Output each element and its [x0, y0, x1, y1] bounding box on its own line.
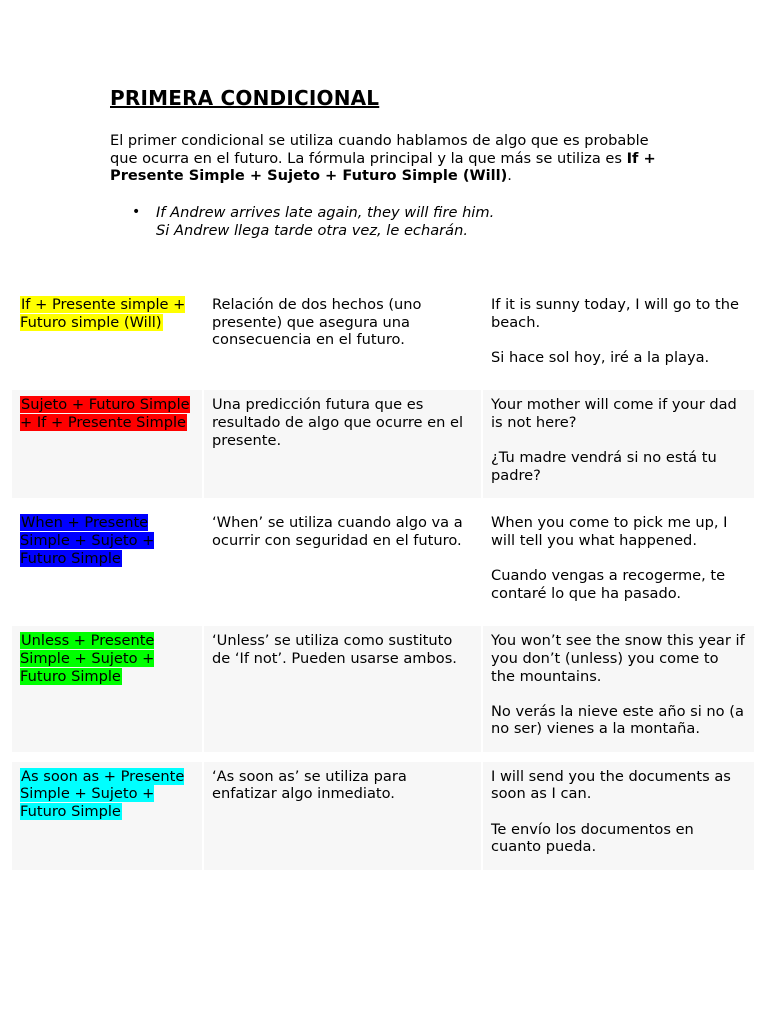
example-es: No verás la nieve este año si no (a no ser) vienes a la montaña.	[491, 702, 744, 738]
example-es: Cuando vengas a recogerme, te contaré lo que ha pasado.	[491, 567, 726, 602]
example-en: You won’t see the snow this year if you don’t (unless) you come to the mountains.	[491, 632, 745, 685]
structure-highlight: When + Presente Simple + Sujeto + Futuro Simple	[20, 514, 155, 567]
example-en: When you come to pick me up, I will tell you what happened.	[491, 514, 728, 549]
example-cell	[483, 290, 756, 380]
conditional-table	[12, 290, 756, 870]
example-cell	[483, 390, 756, 498]
example-en: If it is sunny today, I will go to the beach.	[491, 296, 739, 331]
page-title: PRIMERA CONDICIONAL	[110, 86, 380, 110]
intro-formula: If + Presente Simple + Sujeto + Futuro Simple (Will)	[110, 149, 656, 184]
table-row	[12, 390, 756, 498]
description-cell: Relación de dos hechos (uno presente) que asegura una consecuencia en el futuro.	[204, 290, 483, 380]
example-cell	[483, 762, 756, 870]
example-english: If Andrew arrives late again, they will fire him.	[156, 204, 495, 221]
example-es: ¿Tu madre vendrá si no está tu padre?	[491, 449, 717, 484]
structure-cell	[12, 390, 204, 498]
example-spanish: Si Andrew llega tarde otra vez, le echarán.	[156, 221, 468, 239]
structure-highlight: If + Presente simple + Futuro simple (Will)	[20, 296, 186, 331]
bullet-icon: •	[132, 204, 141, 220]
row-spacer	[12, 380, 756, 390]
structure-cell	[12, 290, 204, 380]
intro-end: .	[507, 167, 512, 184]
structure-cell	[12, 508, 204, 616]
row-spacer	[12, 498, 756, 508]
table-row	[12, 762, 756, 870]
example-list	[110, 204, 670, 239]
example-cell	[483, 626, 756, 752]
structure-highlight: Sujeto + Futuro Simple + If + Presente Simple	[20, 396, 190, 431]
example-en: I will send you the documents as soon as I can.	[491, 767, 731, 803]
description-cell: ‘As soon as’ se utiliza para enfatizar algo inmediato.	[204, 762, 483, 870]
description-cell: ‘Unless’ se utiliza como sustituto de ‘If not’. Pueden usarse ambos.	[204, 626, 483, 752]
example-es: Si hace sol hoy, iré a la playa.	[491, 348, 710, 366]
intro-paragraph	[110, 132, 670, 185]
description-cell: Una predicción futura que es resultado de algo que ocurre en el presente.	[204, 390, 483, 498]
row-spacer	[12, 752, 756, 762]
table-row	[12, 626, 756, 752]
structure-highlight: Unless + Presente Simple + Sujeto + Futuro Simple	[20, 632, 155, 685]
example-en: Your mother will come if your dad is not here?	[491, 396, 737, 431]
example-item	[110, 204, 670, 239]
table-row	[12, 290, 756, 380]
table-row	[12, 508, 756, 616]
example-es: Te envío los documentos en cuanto pueda.	[491, 820, 694, 856]
structure-highlight: As soon as + Presente Simple + Sujeto + Futuro Simple	[20, 767, 185, 821]
structure-cell	[12, 626, 204, 752]
intro-text: El primer condicional se utiliza cuando hablamos de algo que es probable que ocurra en el futuro. La fórmula principal y la que más se utiliza es	[110, 132, 649, 167]
row-spacer	[12, 616, 756, 626]
example-cell	[483, 508, 756, 616]
description-cell: ‘When’ se utiliza cuando algo va a ocurrir con seguridad en el futuro.	[204, 508, 483, 616]
structure-cell	[12, 762, 204, 870]
